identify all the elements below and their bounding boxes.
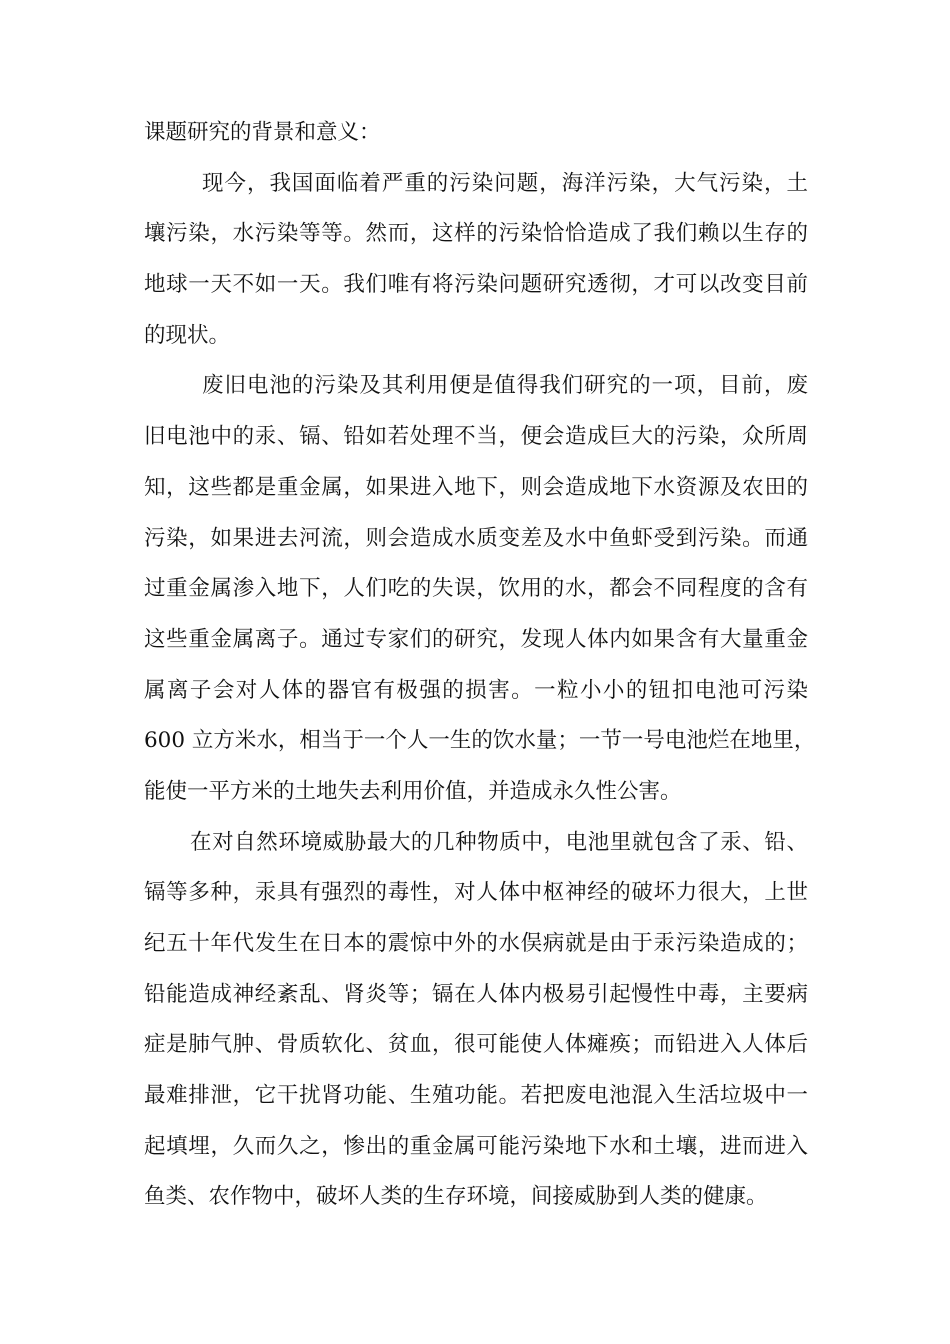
paragraph-line: 壤污染，水污染等等。然而，这样的污染恰恰造成了我们赖以生存的 [144,221,808,247]
paragraph-line: 铅能造成神经紊乱、肾炎等；镉在人体内极易引起慢性中毒，主要病 [144,981,808,1007]
document-heading: 课题研究的背景和意义： [144,120,381,145]
paragraph-line: 起填埋，久而久之，惨出的重金属可能污染地下水和土壤，进而进入 [144,1133,808,1159]
paragraph-line: 在对自然环境威胁最大的几种物质中，电池里就包含了汞、铅、 [190,829,808,855]
paragraph-line: 能使一平方米的土地失去利用价值，并造成永久性公害。 [144,778,682,804]
paragraph-line: 600 立方米水，相当于一个人一生的饮水量；一节一号电池烂在地里， [144,728,816,754]
paragraph-line: 现今，我国面临着严重的污染问题，海洋污染，大气污染，土 [202,170,808,196]
paragraph-heavy-metals [144,818,808,1224]
paragraph-line: 知，这些都是重金属，如果进入地下，则会造成地下水资源及农田的 [144,474,808,500]
paragraph-line: 污染，如果进去河流，则会造成水质变差及水中鱼虾受到污染。而通 [144,525,808,551]
paragraph-line: 鱼类、农作物中，破坏人类的生存环境，间接威胁到人类的健康。 [144,1184,768,1210]
paragraph-line: 纪五十年代发生在日本的震惊中外的水俣病就是由于汞污染造成的； [144,931,808,956]
document-page [144,108,816,1223]
paragraph-line: 这些重金属离子。通过专家们的研究，发现人体内如果含有大量重金 [144,626,808,652]
paragraph-line: 地球一天不如一天。我们唯有将污染问题研究透彻，才可以改变目前 [144,272,808,298]
paragraph-line: 废旧电池的污染及其利用便是值得我们研究的一项，目前，废 [202,373,808,399]
paragraph-line: 镉等多种，汞具有强烈的毒性，对人体中枢神经的破坏力很大，上世 [144,880,808,906]
paragraph-line: 旧电池中的汞、镉、铅如若处理不当，便会造成巨大的污染，众所周 [144,424,808,450]
paragraph-current-situation [144,159,808,362]
paragraph-line: 属离子会对人体的器官有极强的损害。一粒小小的钮扣电池可污染 [144,677,808,703]
paragraph-battery-pollution [144,361,816,817]
paragraph-line: 过重金属渗入地下，人们吃的失误，饮用的水，都会不同程度的含有 [144,576,808,602]
paragraph-line: 最难排泄，它干扰肾功能、生殖功能。若把废电池混入生活垃圾中一 [144,1083,808,1109]
paragraph-line: 的现状。 [144,322,231,348]
paragraph-line: 症是肺气肿、骨质软化、贫血，很可能使人体瘫痪；而铅进入人体后 [144,1032,808,1058]
